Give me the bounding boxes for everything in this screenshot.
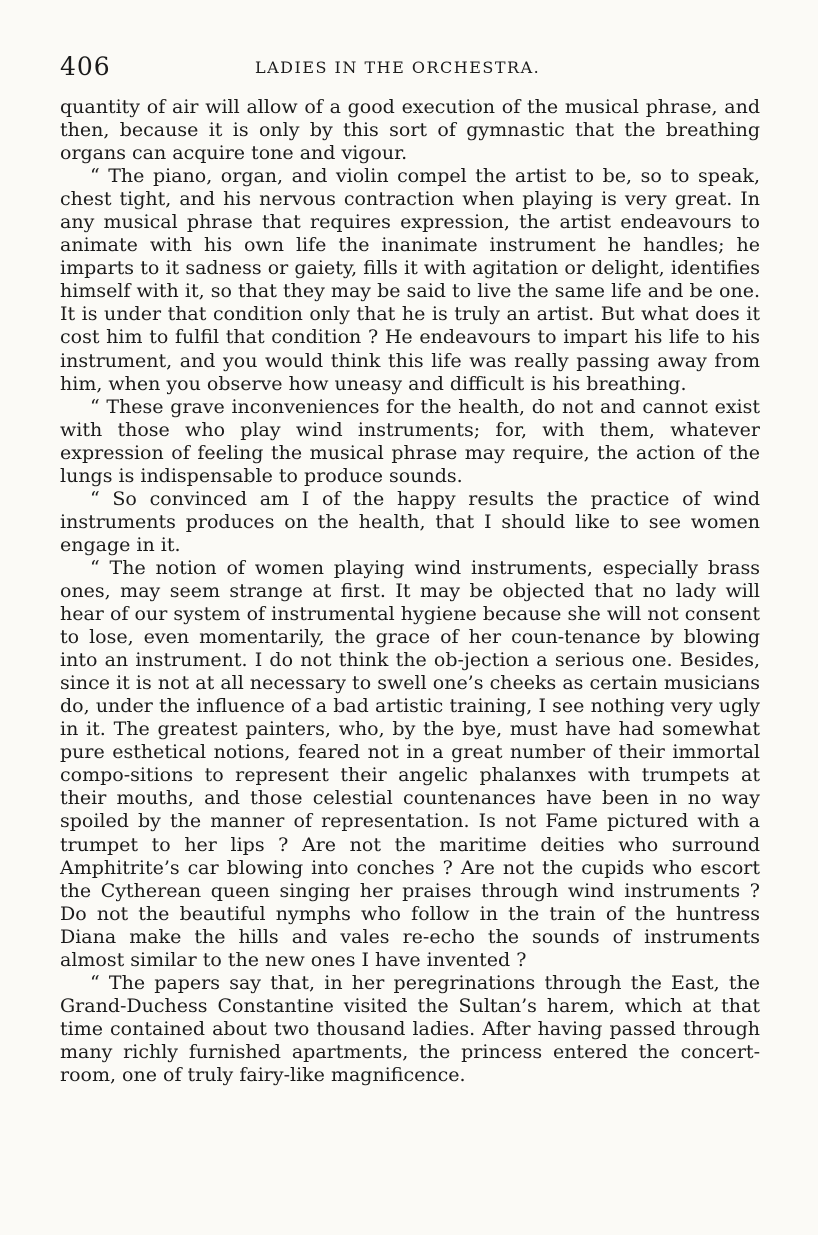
page-header <box>60 52 760 96</box>
paragraph: “ These grave inconveniences for the health, do not and cannot exist with those who play wind instruments; for, with them, whatever expression of feeling the musical phrase may require, the action of the lungs is indispensable to produce sounds. <box>60 395 760 487</box>
paragraph: quantity of air will allow of a good execution of the musical phrase, and then, because it is only by this sort of gymnastic that the breathing organs can acquire tone and vigour. <box>60 96 760 165</box>
paragraph: “ The notion of women playing wind instruments, especially brass ones, may seem strange at first. It may be objected that no lady will hear of our system of instrumental hygiene because she will not consent to lose, even momentarily, the grace of her coun-tenance by blowing into an instrument. I do not think the ob-jection a serious one. Besides, since it is not at all necessary to swell one’s cheeks as certain musicians do, under the influence of a bad artistic training, I see nothing very ugly in it. The greatest painters, who, by the bye, must have had somewhat pure esthetical notions, feared not in a great number of their immortal compo-sitions to represent their angelic phalanxes with trumpets at their mouths, and those celestial countenances have been in no way spoiled by the manner of representation. Is not Fame pictured with a trumpet to her lips ? Are not the maritime deities who surround Amphitrite’s car blowing into conches ? Are not the cupids who escort the Cytherean queen singing her praises through wind instruments ? Do not the beautiful nymphs who follow in the train of the huntress Diana make the hills and vales re-echo the sounds of instruments almost similar to the new ones I have invented ? <box>60 556 760 971</box>
paragraph: “ The papers say that, in her peregrinations through the East, the Grand-Duchess Constantine visited the Sultan’s harem, which at that time contained about two thousand ladies. After having passed through many richly furnished apartments, the princess entered the concert-room, one of truly fairy-like magnificence. <box>60 971 760 1086</box>
paragraph: “ The piano, organ, and violin compel the artist to be, so to speak, chest tight, and his nervous contraction when playing is very great. In any musical phrase that requires expression, the artist endeavours to animate with his own life the inanimate instrument he handles; he imparts to it sadness or gaiety, fills it with agitation or delight, identifies himself with it, so that they may be said to live the same life and be one. It is under that condition only that he is truly an artist. But what does it cost him to fulfil that condition ? He endeavours to impart his life to his instrument, and you would think this life was really passing away from him, when you observe how uneasy and difficult is his breathing. <box>60 165 760 395</box>
page-number: 406 <box>60 52 111 81</box>
running-head: LADIES IN THE ORCHESTRA. <box>255 58 541 77</box>
body-text <box>60 96 760 1087</box>
paragraph: “ So convinced am I of the happy results the practice of wind instruments produces on the health, that I should like to see women engage in it. <box>60 487 760 556</box>
